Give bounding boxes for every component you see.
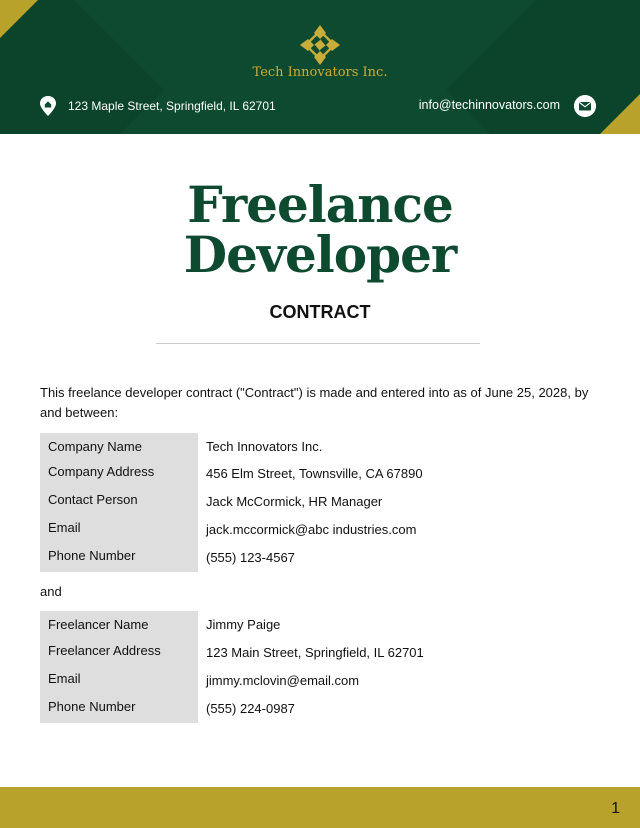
letterhead-header: [0, 0, 640, 134]
contact-person-value: Jack McCormick, HR Manager: [206, 494, 383, 509]
table-row: [40, 439, 600, 461]
envelope-icon: [574, 95, 596, 117]
footer-bar: [0, 787, 640, 828]
table-row: [40, 492, 600, 514]
table-row: [40, 617, 600, 639]
company-phone-label: Phone Number: [48, 548, 136, 563]
freelancer-email-value: jimmy.mclovin@email.com: [206, 673, 360, 688]
document-title: [0, 175, 640, 284]
intro-paragraph: This freelance developer contract ("Contract") is made and entered into as of June 25, 2028, by and between:: [40, 385, 589, 420]
table-row: [40, 464, 600, 486]
pinwheel-logo-icon: [299, 24, 341, 66]
title-divider: [156, 343, 480, 344]
table-row: [40, 643, 600, 665]
company-brand-name: Tech Innovators Inc.: [252, 65, 388, 80]
title-line-1: Freelance: [187, 175, 453, 234]
freelancer-info-table: [40, 611, 600, 723]
table-row: [40, 699, 600, 721]
document-subtitle: CONTRACT: [269, 302, 371, 322]
company-name-value: Tech Innovators Inc.: [206, 439, 323, 454]
company-address-label: Company Address: [48, 464, 155, 479]
freelancer-phone-label: Phone Number: [48, 699, 136, 714]
company-email-label: Email: [48, 520, 81, 535]
freelancer-address-label: Freelancer Address: [48, 643, 161, 658]
company-address-value: 456 Elm Street, Townsville, CA 67890: [206, 466, 423, 481]
table-row: [40, 548, 600, 570]
header-gold-corner-top-left: [0, 0, 38, 38]
page-number: 1: [611, 800, 620, 817]
freelancer-address-value: 123 Main Street, Springfield, IL 62701: [206, 645, 424, 660]
header-address: 123 Maple Street, Springfield, IL 62701: [68, 99, 276, 113]
company-email-value: jack.mccormick@abc industries.com: [206, 522, 417, 537]
title-line-2: Developer: [183, 225, 457, 284]
company-info-table: [40, 433, 600, 572]
freelancer-name-label: Freelancer Name: [48, 617, 149, 632]
company-name-label: Company Name: [48, 439, 142, 454]
company-phone-value: (555) 123-4567: [206, 550, 295, 565]
freelancer-email-label: Email: [48, 671, 81, 686]
header-email-link[interactable]: info@techinnovators.com: [418, 98, 560, 112]
and-connector-text: and: [40, 584, 62, 599]
table-row: [40, 520, 600, 542]
header-gold-corner-bottom-right: [600, 94, 640, 134]
freelancer-name-value: Jimmy Paige: [206, 617, 281, 632]
contact-person-label: Contact Person: [48, 492, 138, 507]
location-pin-icon: [38, 95, 58, 117]
table-row: [40, 671, 600, 693]
freelancer-phone-value: (555) 224-0987: [206, 701, 295, 716]
